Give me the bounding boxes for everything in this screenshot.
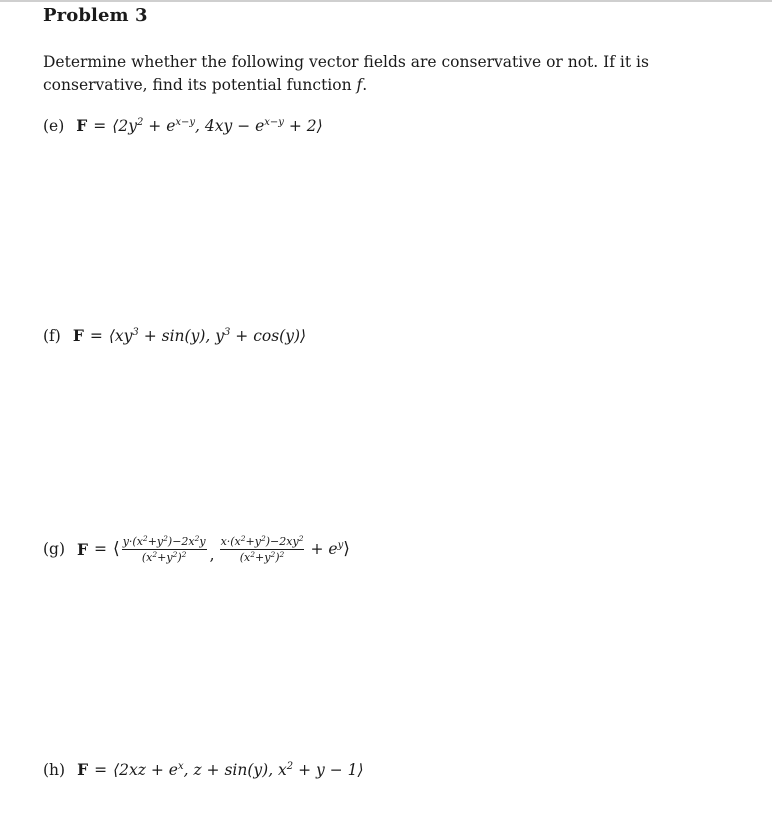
superscript: 3	[132, 327, 139, 338]
superscript: 2	[279, 549, 285, 559]
intro-potential-symbol: f	[356, 76, 363, 94]
term: )−2xy	[265, 534, 299, 548]
top-divider-line	[0, 0, 772, 2]
superscript: 2	[181, 549, 187, 559]
superscript: 2	[136, 117, 144, 128]
open-angle: ⟨	[113, 539, 120, 559]
term: )	[177, 550, 182, 564]
item-g-tail	[310, 540, 343, 558]
fraction-numerator	[122, 535, 207, 550]
superscript: 2	[172, 549, 178, 559]
open-angle: ⟨	[113, 761, 120, 779]
term: 2xz + e	[119, 761, 178, 779]
open-angle: ⟨	[108, 327, 115, 345]
superscript: x−y	[264, 117, 284, 128]
close-angle: ⟩	[316, 117, 323, 135]
close-angle: ⟩	[343, 539, 350, 559]
intro-period: .	[362, 76, 368, 94]
comma: ,	[209, 546, 215, 564]
term: + e	[143, 117, 176, 135]
item-g-label: (g)	[43, 540, 66, 558]
term: (x	[239, 550, 251, 564]
item-e-equals: =	[93, 117, 107, 135]
item-e-expression	[112, 117, 322, 135]
item-e-vector-symbol: F	[76, 116, 88, 135]
item-f-vector-symbol: F	[72, 326, 84, 345]
item-h-vector-symbol: F	[77, 760, 89, 779]
superscript: 2	[152, 549, 158, 559]
item-g-fraction-2	[220, 535, 305, 564]
term: + y − 1	[293, 761, 358, 779]
term: )−2x	[167, 534, 195, 548]
item-g-fraction-1	[122, 535, 207, 564]
item-h-label: (h)	[43, 761, 66, 779]
item-f-label: (f)	[43, 327, 61, 345]
fraction-denominator	[240, 550, 285, 564]
problem-title: Problem 3	[43, 5, 148, 26]
term: xy	[114, 327, 133, 345]
term: +y	[157, 550, 173, 564]
term: , z + sin(y), x	[183, 761, 287, 779]
superscript: 3	[224, 327, 231, 338]
close-angle: ⟩	[300, 327, 307, 345]
item-g-equals: =	[94, 540, 108, 558]
term: x·(x	[220, 534, 241, 548]
item-e	[43, 116, 323, 135]
superscript: x−y	[175, 117, 196, 128]
term: +y	[147, 534, 164, 548]
superscript: 2	[286, 761, 294, 772]
item-h	[43, 760, 364, 779]
item-f-expression	[109, 327, 306, 345]
superscript: 2	[298, 533, 304, 543]
item-f	[43, 326, 306, 345]
superscript: y	[337, 540, 344, 551]
superscript: x	[177, 761, 184, 772]
term: y	[199, 534, 206, 548]
problem-intro	[43, 51, 758, 97]
fraction-denominator	[142, 550, 187, 564]
intro-text: Determine whether the following vector fields are conservative or not. If it is conservative, find its potential function	[43, 53, 649, 94]
superscript: 2	[194, 533, 200, 543]
item-h-equals: =	[94, 761, 108, 779]
term: +y	[245, 534, 261, 548]
item-e-label: (e)	[43, 117, 65, 135]
item-h-expression	[113, 761, 363, 779]
term: , 4xy − e	[195, 117, 265, 135]
item-f-equals: =	[89, 327, 103, 345]
superscript: 2	[260, 533, 266, 543]
superscript: 2	[240, 533, 246, 543]
superscript: 2	[142, 533, 148, 543]
item-g-vector-symbol: F	[77, 539, 89, 559]
close-angle: ⟩	[357, 761, 364, 779]
superscript: 2	[163, 533, 168, 543]
term: y·(x	[122, 534, 143, 548]
term: + 2	[283, 117, 317, 135]
term: + cos(y)	[230, 327, 301, 345]
term: +y	[255, 550, 271, 564]
item-g	[43, 527, 350, 571]
term: 2y	[118, 117, 137, 135]
superscript: 2	[250, 549, 256, 559]
term: + e	[310, 540, 338, 558]
term: + sin(y), y	[138, 327, 224, 345]
fraction-numerator	[220, 535, 305, 550]
open-angle: ⟨	[112, 117, 119, 135]
term: )	[275, 550, 280, 564]
superscript: 2	[270, 549, 276, 559]
term: (x	[141, 550, 153, 564]
